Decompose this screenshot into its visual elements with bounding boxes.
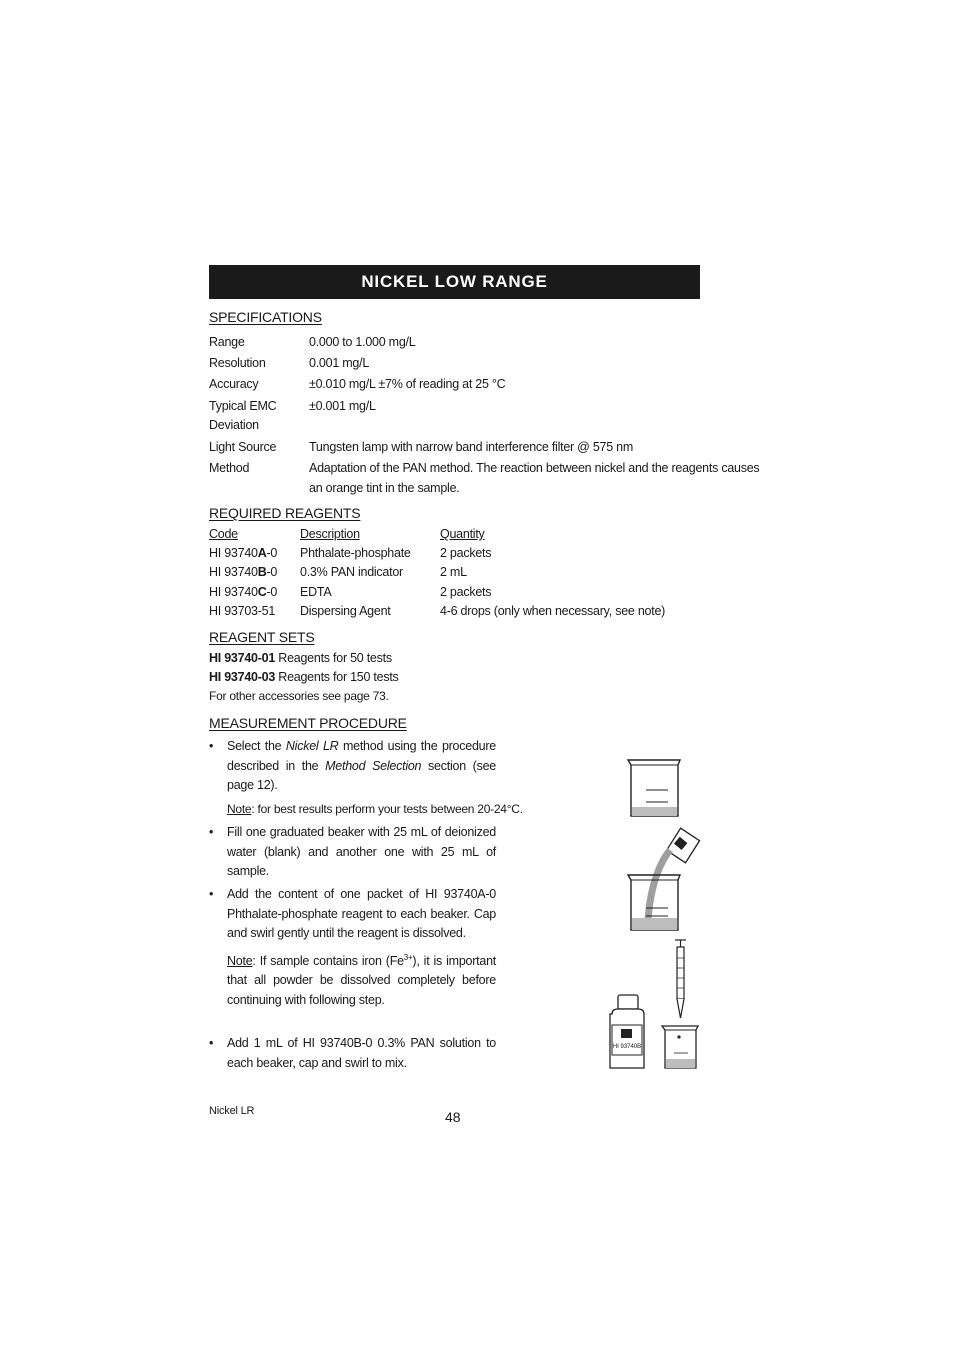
spec-value-resolution: 0.001 mg/L bbox=[309, 356, 370, 370]
spec-label-emc: Typical EMC bbox=[209, 399, 277, 413]
page-number: 48 bbox=[445, 1109, 461, 1125]
procedure-step-3 bbox=[209, 885, 496, 1010]
col-header-quantity: Quantity bbox=[440, 527, 485, 541]
reagent-packet-icon bbox=[648, 826, 702, 920]
spec-value-light-source: Tungsten lamp with narrow band interference filter @ 575 nm bbox=[309, 440, 634, 454]
col-header-code: Code bbox=[209, 527, 238, 541]
reagent-description: Dispersing Agent bbox=[300, 604, 391, 618]
procedure-illustrations bbox=[600, 750, 710, 1080]
spec-value-method: Adaptation of the PAN method. The reaction between nickel and the reagents causes bbox=[309, 461, 760, 475]
procedure-step-1 bbox=[209, 737, 523, 819]
reagent-quantity: 4-6 drops (only when necessary, see note) bbox=[440, 604, 666, 618]
bullet: • bbox=[209, 1036, 214, 1050]
step-note: Note: If sample contains iron $(Fe^{3+})$, it is important that all powder be dissolved completely before continuing with following step. bbox=[227, 952, 497, 1007]
bullet: • bbox=[209, 887, 214, 901]
reagent-quantity: 2 mL bbox=[440, 565, 467, 579]
reagent-sets-heading: REAGENT SETS bbox=[209, 629, 315, 645]
required-reagents-heading: REQUIRED REAGENTS bbox=[209, 505, 361, 521]
spec-label-range: Range bbox=[209, 335, 245, 349]
reagent-set-item: HI 93740-03 Reagents for 150 tests bbox=[209, 670, 399, 684]
bullet: • bbox=[209, 825, 214, 839]
spec-value-method-line2: an orange tint in the sample. bbox=[309, 481, 460, 495]
specifications-heading: SPECIFICATIONS bbox=[209, 309, 322, 325]
spec-value-accuracy: ±0.010 mg/L ±7% of reading at 25 °C bbox=[309, 377, 506, 391]
beaker-icon bbox=[662, 1026, 698, 1068]
spec-label-light-source: Light Source bbox=[209, 440, 277, 454]
step-text: Fill one graduated beaker with 25 mL of deionized water (blank) and another one with 25 mL of sample. bbox=[227, 825, 496, 878]
footer-section-name: Nickel LR bbox=[209, 1105, 255, 1117]
reagent-code: HI 93740C-0 bbox=[209, 585, 278, 599]
reagent-code: HI 93740B-0 bbox=[209, 565, 278, 579]
accessories-note: For other accessories see page 73. bbox=[209, 689, 389, 703]
reagent-description: Phthalate-phosphate bbox=[300, 546, 411, 560]
reagent-code: HI 93740A-0 bbox=[209, 546, 278, 560]
reagent-code: HI 93703-51 bbox=[209, 604, 276, 618]
bullet: • bbox=[209, 739, 214, 753]
pipette-icon bbox=[675, 940, 686, 1018]
spec-label-method: Method bbox=[209, 461, 250, 475]
procedure-step-4 bbox=[209, 1034, 496, 1073]
reagent-set-item: HI 93740-01 Reagents for 50 tests bbox=[209, 651, 392, 665]
step-text: Add the content of one packet of HI 93740A-0 Phthalate-phosphate reagent to each beaker. Cap and swirl gently until the reagent is dissolved. bbox=[227, 887, 496, 940]
spec-value-emc: ±0.001 mg/L bbox=[309, 399, 376, 413]
procedure-step-2 bbox=[209, 823, 496, 882]
bottle-icon bbox=[610, 995, 644, 1068]
spec-label-emc-line2: Deviation bbox=[209, 418, 259, 432]
step-note: Note: for best results perform your tests between 20-24°C. bbox=[227, 801, 523, 816]
bottle-label: HI 93740B bbox=[612, 1044, 642, 1050]
page-title: NICKEL LOW RANGE bbox=[209, 265, 700, 299]
beaker-icon bbox=[628, 760, 680, 816]
reagent-description: EDTA bbox=[300, 585, 332, 599]
reagent-description: 0.3% PAN indicator bbox=[300, 565, 403, 579]
measurement-procedure-heading: MEASUREMENT PROCEDURE bbox=[209, 715, 407, 731]
spec-label-resolution: Resolution bbox=[209, 356, 266, 370]
step-text: Select the Nickel LR method using the procedure described in the Method Selection section (see page 12). bbox=[227, 739, 496, 792]
reagent-quantity: 2 packets bbox=[440, 546, 492, 560]
spec-value-range: 0.000 to 1.000 mg/L bbox=[309, 335, 416, 349]
spec-label-accuracy: Accuracy bbox=[209, 377, 259, 391]
reagent-quantity: 2 packets bbox=[440, 585, 492, 599]
step-text: Add 1 mL of HI 93740B-0 0.3% PAN solution to each beaker, cap and swirl to mix. bbox=[227, 1036, 496, 1070]
col-header-description: Description bbox=[300, 527, 360, 541]
